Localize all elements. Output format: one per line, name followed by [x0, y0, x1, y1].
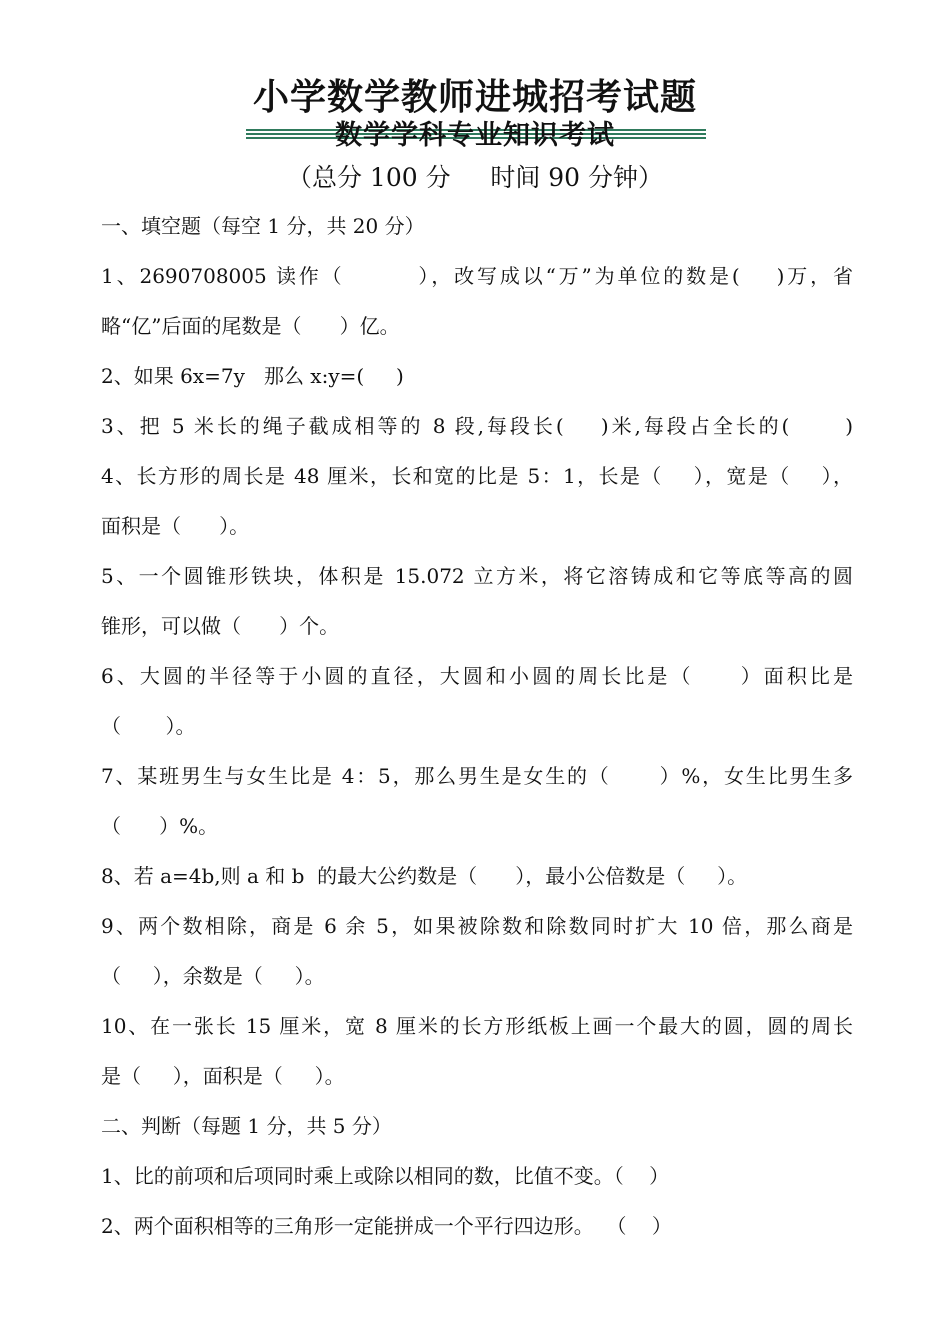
section-heading-true-false: 二、判断（每题 1 分，共 5 分）	[101, 1114, 392, 1138]
question-line: （ ），余数是（ ）。	[101, 964, 325, 988]
section-heading-fill-blank: 一、填空题（每空 1 分，共 20 分）	[101, 214, 425, 238]
question-line: 锥形，可以做（ ）个。	[101, 614, 340, 638]
question-line: 4、长方形的周长是 48 厘米，长和宽的比是 5：1，长是（ ），宽是（ ），	[101, 464, 853, 488]
exam-title: 小学数学教师进城招考试题	[252, 77, 697, 118]
question-line: 是（ ），面积是（ ）。	[101, 1064, 345, 1088]
question-line: （ ）。	[101, 714, 196, 738]
question-line: 1、2690708005 读作（ ），改写成以“万”为单位的数是( )万，省	[101, 264, 853, 288]
question-line: 1、比的前项和后项同时乘上或除以相同的数，比值不变。（ ）	[101, 1164, 670, 1188]
question-line: 7、某班男生与女生比是 4：5，那么男生是女生的（ ）%，女生比男生多	[101, 764, 853, 788]
score-and-time: （总分 100 分 时间 90 分钟）	[286, 163, 664, 192]
question-line: 2、如果 6x=7y 那么 x:y=( )	[101, 364, 404, 388]
question-line: （ ）%。	[101, 814, 219, 838]
question-line: 3、把 5 米长的绳子截成相等的 8 段,每段长( )米,每段占全长的( )	[101, 414, 853, 438]
question-line: 9、两个数相除，商是 6 余 5，如果被除数和除数同时扩大 10 倍，那么商是	[101, 914, 853, 938]
question-line: 6、大圆的半径等于小圆的直径，大圆和小圆的周长比是（ ）面积比是	[101, 664, 853, 688]
question-line: 5、一个圆锥形铁块，体积是 15.072 立方米，将它溶铸成和它等底等高的圆	[101, 564, 853, 588]
exam-subtitle: 数学学科专业知识考试	[335, 120, 615, 151]
question-line: 2、两个面积相等的三角形一定能拼成一个平行四边形。 （ ）	[101, 1214, 672, 1238]
question-line: 8、若 a=4b,则 a 和 b 的最大公约数是（ ），最小公倍数是（ ）。	[101, 864, 748, 888]
question-line: 10、在一张长 15 厘米，宽 8 厘米的长方形纸板上画一个最大的圆，圆的周长	[101, 1014, 853, 1038]
question-line: 略“亿”后面的尾数是（ ）亿。	[101, 314, 400, 338]
question-line: 面积是（ ）。	[101, 514, 250, 538]
